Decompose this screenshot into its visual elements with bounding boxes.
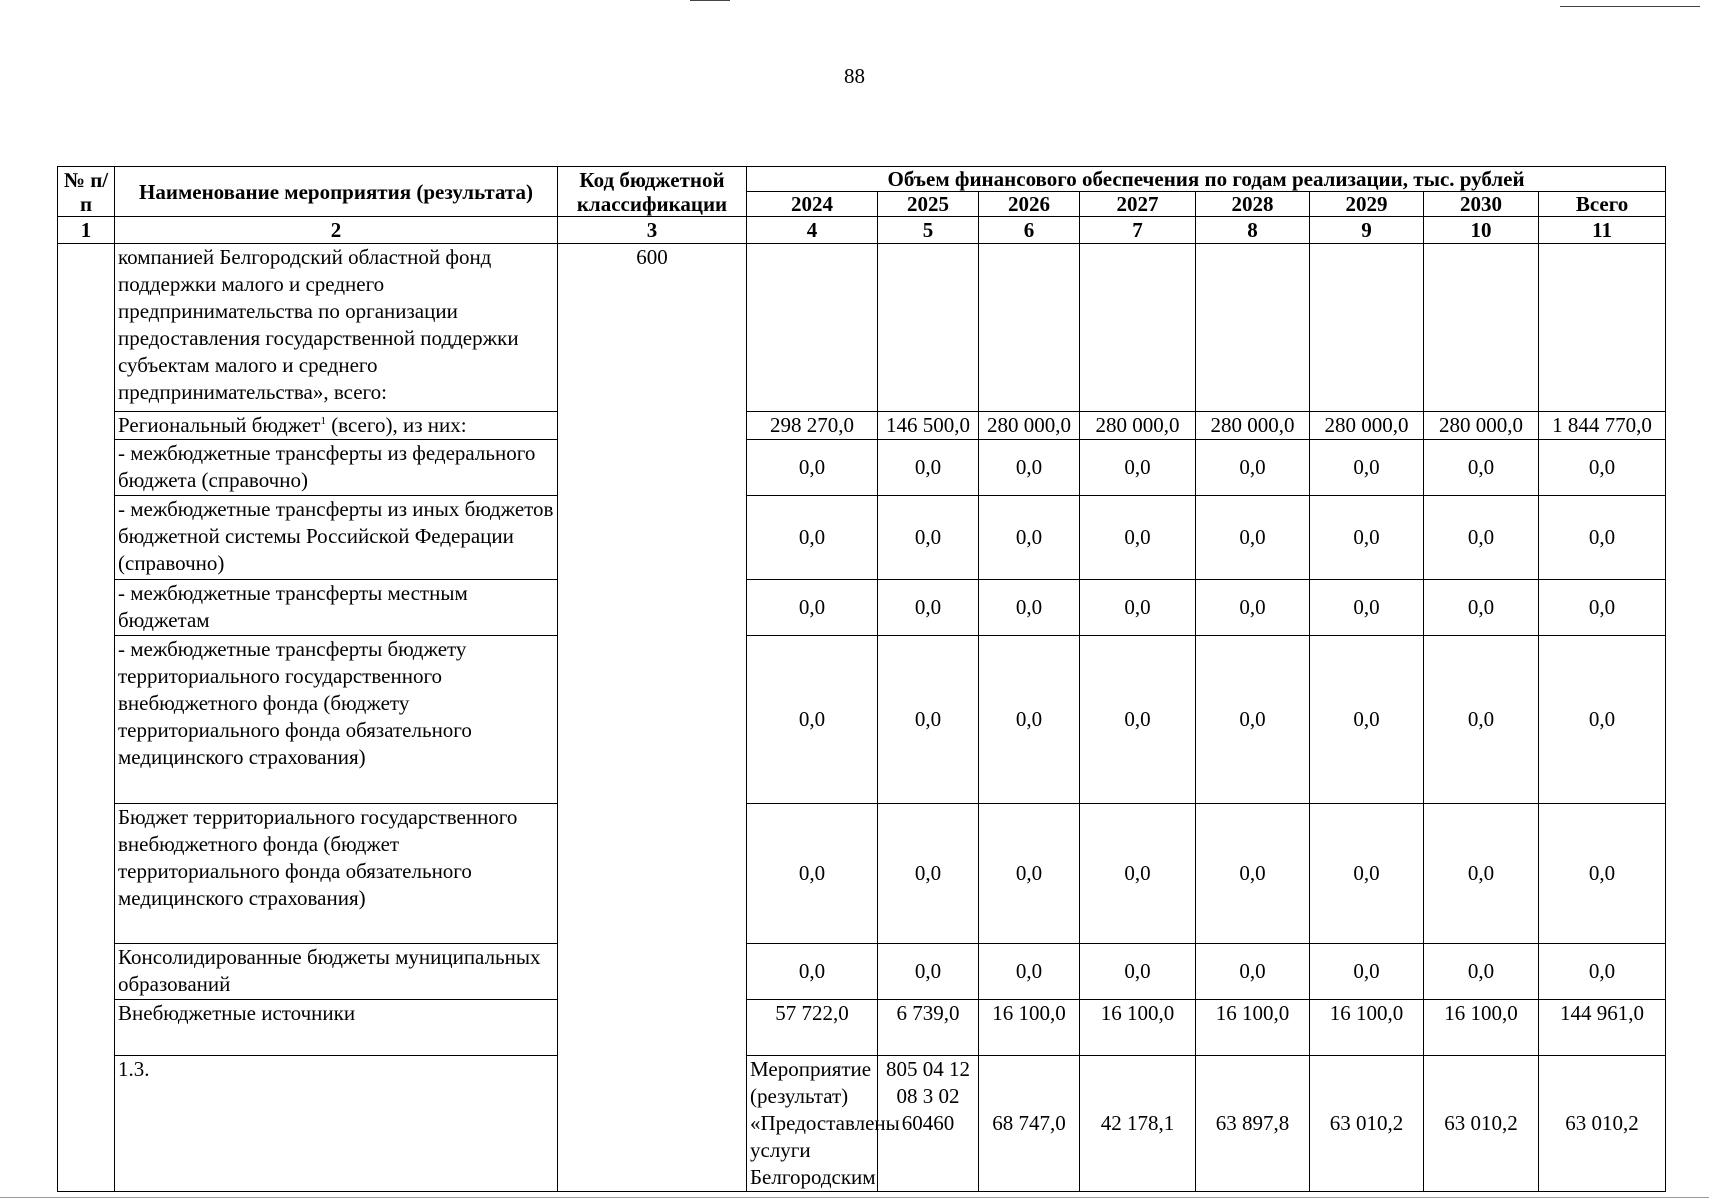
regional-label-post: (всего), из них: xyxy=(325,413,467,437)
column-number: 8 xyxy=(1196,217,1310,244)
value-cell: 0,0 xyxy=(1310,580,1424,636)
footnote-marker: 1 xyxy=(320,415,326,427)
value-cell: 0,0 xyxy=(1080,440,1196,496)
value-cell: 0,0 xyxy=(747,496,878,580)
value-cell: 0,0 xyxy=(747,580,878,636)
value-cell: 16 100,0 xyxy=(1424,1000,1539,1056)
empty-cell xyxy=(1424,244,1539,412)
table-row-transfer-federal xyxy=(58,440,1666,496)
row-num: 1.3. xyxy=(115,1056,558,1192)
row-name: Мероприятие (результат) «Предоставлены услуги Белгородским xyxy=(747,1056,878,1192)
value-cell: 0,0 xyxy=(1424,496,1539,580)
value-cell: 57 722,0 xyxy=(747,1000,878,1056)
value-cell: 0,0 xyxy=(1196,580,1310,636)
column-number: 7 xyxy=(1080,217,1196,244)
value-cell: 63 010,2 xyxy=(1424,1056,1539,1192)
scan-edge-bottom xyxy=(0,1197,1709,1198)
value-cell: 298 270,0 xyxy=(747,412,878,440)
column-number: 6 xyxy=(979,217,1080,244)
empty-cell xyxy=(979,244,1080,412)
column-number: 5 xyxy=(878,217,979,244)
row-label: Консолидированные бюджеты муниципальных образований xyxy=(115,944,558,1000)
table-row-transfer-fund xyxy=(58,636,1666,804)
column-number-row xyxy=(58,217,1666,244)
value-cell: 0,0 xyxy=(1539,496,1666,580)
empty-cell xyxy=(1196,244,1310,412)
empty-cell xyxy=(878,244,979,412)
value-cell: 0,0 xyxy=(1424,944,1539,1000)
column-number: 2 xyxy=(115,217,558,244)
value-cell: 63 010,2 xyxy=(1539,1056,1666,1192)
scan-edge-top-right xyxy=(1560,6,1700,7)
value-cell: 0,0 xyxy=(979,804,1080,944)
value-cell: 1 844 770,0 xyxy=(1539,412,1666,440)
value-cell: 280 000,0 xyxy=(1080,412,1196,440)
value-cell: 0,0 xyxy=(878,580,979,636)
table-row-offbudget xyxy=(58,1000,1666,1056)
value-cell: 0,0 xyxy=(1539,636,1666,804)
empty-cell xyxy=(1539,244,1666,412)
value-cell: 63 897,8 xyxy=(1196,1056,1310,1192)
header-num: № п/п xyxy=(58,167,115,217)
value-cell: 6 739,0 xyxy=(878,1000,979,1056)
column-number: 9 xyxy=(1310,217,1424,244)
column-number: 1 xyxy=(58,217,115,244)
header-code: Код бюджетной классификации xyxy=(558,167,747,217)
header-year: 2030 xyxy=(1424,192,1539,217)
page-number: 88 xyxy=(844,64,865,88)
value-cell: 0,0 xyxy=(1080,804,1196,944)
regional-label-pre: Региональный бюджет xyxy=(118,413,321,437)
value-cell: 68 747,0 xyxy=(979,1056,1080,1192)
value-cell: 280 000,0 xyxy=(1310,412,1424,440)
value-cell: 0,0 xyxy=(1196,944,1310,1000)
value-cell: 0,0 xyxy=(1424,440,1539,496)
value-cell: 0,0 xyxy=(1080,496,1196,580)
value-cell: 0,0 xyxy=(1310,944,1424,1000)
table-row-intro xyxy=(58,244,1666,412)
header-volume: Объем финансового обеспечения по годам реализации, тыс. рублей xyxy=(747,167,1666,192)
row-label: - межбюджетные трансферты из иных бюджетов бюджетной системы Российской Федерации (справочно) xyxy=(115,496,558,580)
table-row-transfer-local xyxy=(58,580,1666,636)
row-label: - межбюджетные трансферты бюджету территориального государственного внебюджетного фонда (бюджету территориального фонда обязательного медицинского страхования) xyxy=(115,636,558,804)
empty-cell xyxy=(1080,244,1196,412)
value-cell: 0,0 xyxy=(1539,804,1666,944)
value-cell: 0,0 xyxy=(1310,496,1424,580)
value-cell: 0,0 xyxy=(1539,440,1666,496)
value-cell: 0,0 xyxy=(1080,636,1196,804)
column-number: 11 xyxy=(1539,217,1666,244)
value-cell: 0,0 xyxy=(1196,636,1310,804)
header-year: 2026 xyxy=(979,192,1080,217)
header-total: Всего xyxy=(1539,192,1666,217)
table-header-row-1 xyxy=(58,167,1666,192)
value-cell: 0,0 xyxy=(1424,580,1539,636)
value-cell: 0,0 xyxy=(1539,944,1666,1000)
value-cell: 0,0 xyxy=(1424,636,1539,804)
table-row-fund-budget xyxy=(58,804,1666,944)
table-row-1-3 xyxy=(58,1056,1666,1192)
value-cell: 144 961,0 xyxy=(1539,1000,1666,1056)
value-cell: 0,0 xyxy=(878,440,979,496)
value-cell: 280 000,0 xyxy=(979,412,1080,440)
value-cell: 0,0 xyxy=(1310,636,1424,804)
regional-label xyxy=(115,412,558,440)
header-year: 2028 xyxy=(1196,192,1310,217)
value-cell: 0,0 xyxy=(878,804,979,944)
row-label: Внебюджетные источники xyxy=(115,1000,558,1056)
budget-code: 600 xyxy=(558,244,747,1192)
value-cell: 0,0 xyxy=(1539,580,1666,636)
budget-code-line2: 08 3 02 60460 xyxy=(896,1084,960,1135)
row-num-cell xyxy=(58,244,115,1192)
value-cell: 0,0 xyxy=(1424,804,1539,944)
value-cell: 16 100,0 xyxy=(979,1000,1080,1056)
value-cell: 0,0 xyxy=(1310,440,1424,496)
value-cell: 0,0 xyxy=(1196,496,1310,580)
value-cell: 0,0 xyxy=(878,636,979,804)
budget-code-line1: 805 04 12 xyxy=(886,1057,970,1081)
value-cell: 16 100,0 xyxy=(1310,1000,1424,1056)
value-cell: 0,0 xyxy=(1080,580,1196,636)
value-cell: 0,0 xyxy=(979,944,1080,1000)
row-label: Бюджет территориального государственного внебюджетного фонда (бюджет территориального фонда обязательного медицинского страхования) xyxy=(115,804,558,944)
budget-table xyxy=(57,166,1666,1192)
value-cell: 0,0 xyxy=(979,496,1080,580)
scan-edge-top-left xyxy=(690,0,730,1)
value-cell: 42 178,1 xyxy=(1080,1056,1196,1192)
value-cell: 280 000,0 xyxy=(1424,412,1539,440)
value-cell: 0,0 xyxy=(878,944,979,1000)
value-cell: 16 100,0 xyxy=(1196,1000,1310,1056)
header-year: 2027 xyxy=(1080,192,1196,217)
value-cell: 0,0 xyxy=(747,440,878,496)
column-number: 3 xyxy=(558,217,747,244)
value-cell: 0,0 xyxy=(747,944,878,1000)
value-cell: 0,0 xyxy=(979,580,1080,636)
value-cell: 0,0 xyxy=(1196,440,1310,496)
empty-cell xyxy=(747,244,878,412)
column-number: 10 xyxy=(1424,217,1539,244)
value-cell: 0,0 xyxy=(747,804,878,944)
header-name: Наименование мероприятия (результата) xyxy=(115,167,558,217)
value-cell: 0,0 xyxy=(1196,804,1310,944)
row-label: - межбюджетные трансферты местным бюджетам xyxy=(115,580,558,636)
value-cell: 0,0 xyxy=(1310,804,1424,944)
header-year: 2025 xyxy=(878,192,979,217)
value-cell: 0,0 xyxy=(878,496,979,580)
value-cell: 0,0 xyxy=(979,440,1080,496)
column-number: 4 xyxy=(747,217,878,244)
row-label: - межбюджетные трансферты из федерального бюджета (справочно) xyxy=(115,440,558,496)
table-row-municipal xyxy=(58,944,1666,1000)
value-cell: 16 100,0 xyxy=(1080,1000,1196,1056)
header-year: 2029 xyxy=(1310,192,1424,217)
table-row-transfer-other xyxy=(58,496,1666,580)
value-cell: 146 500,0 xyxy=(878,412,979,440)
value-cell: 0,0 xyxy=(979,636,1080,804)
value-cell: 63 010,2 xyxy=(1310,1056,1424,1192)
header-year: 2024 xyxy=(747,192,878,217)
intro-text: компанией Белгородский областной фонд поддержки малого и среднего предпринимательства по организации предоставления государственной поддержки субъектам малого и среднего предпринимательства», всего: xyxy=(115,244,558,412)
empty-cell xyxy=(1310,244,1424,412)
value-cell: 280 000,0 xyxy=(1196,412,1310,440)
value-cell: 0,0 xyxy=(747,636,878,804)
table-row-regional xyxy=(58,412,1666,440)
value-cell: 0,0 xyxy=(1080,944,1196,1000)
